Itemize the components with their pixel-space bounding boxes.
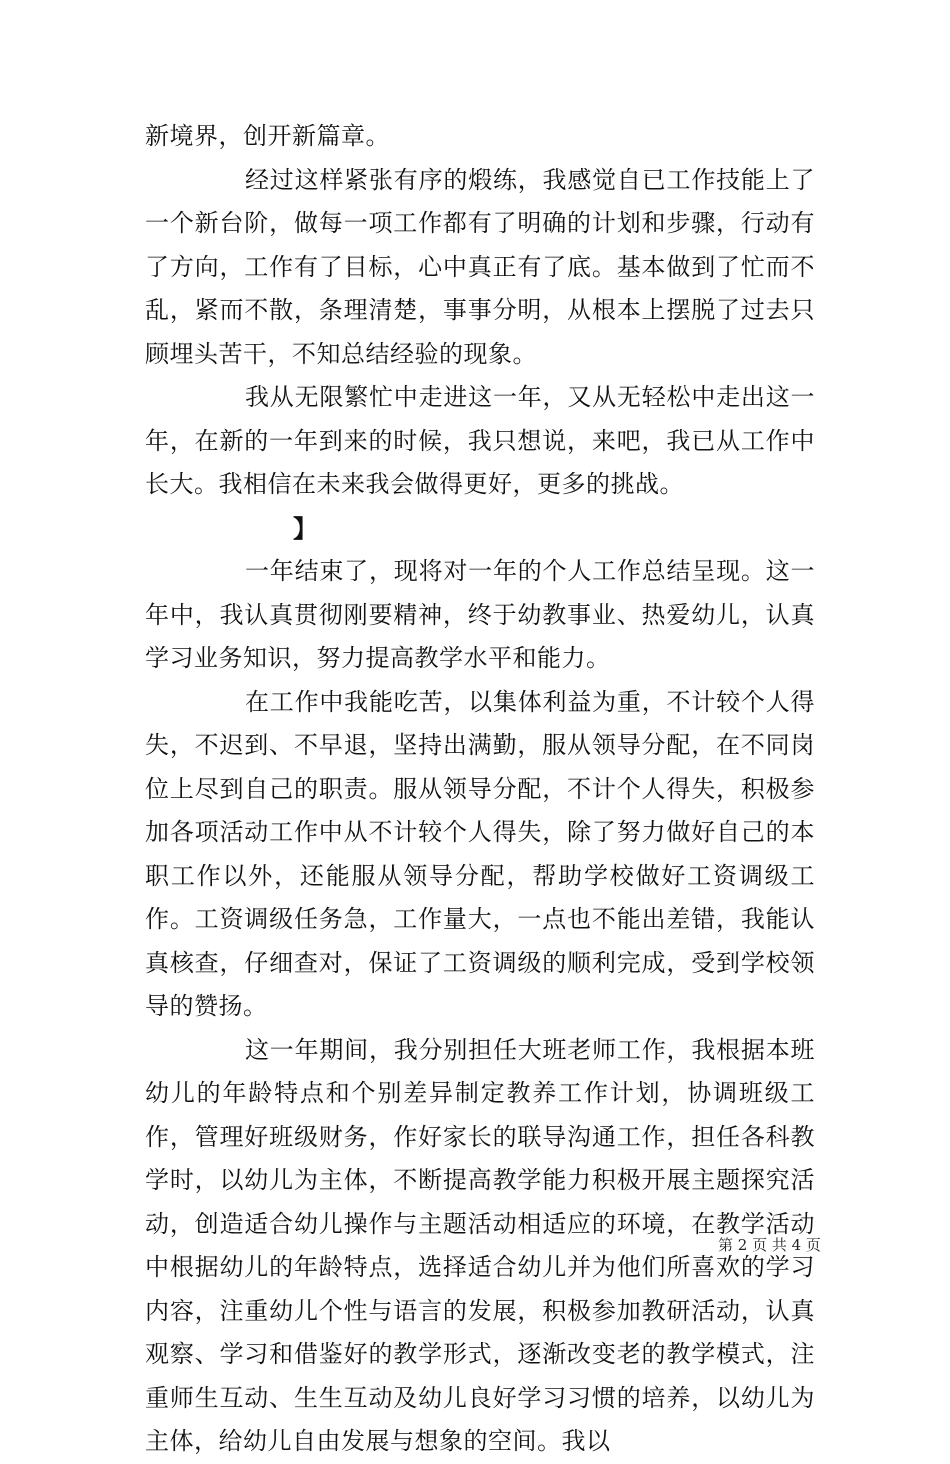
page-number-footer: 第 2 页 共 4 页	[718, 1236, 821, 1254]
paragraph: 经过这样紧张有序的煅练，我感觉自已工作技能上了一个新台阶，做每一项工作都有了明确的计划和步骤，行动有了方向，工作有了目标，心中真正有了底。基本做到了忙而不乱，紧而不散，条理清楚，事事分明，从根本上摆脱了过去只顾埋头苦干，不知总结经验的现象。	[145, 165, 815, 368]
document-body	[145, 115, 815, 1464]
paragraph: 一年结束了，现将对一年的个人工作总结呈现。这一年中，我认真贯彻刚要精神，终于幼教事业、热爱幼儿，认真学习业务知识，努力提高教学水平和能力。	[145, 557, 815, 672]
paragraph: 在工作中我能吃苦，以集体利益为重，不计较个人得失，不迟到、不早退，坚持出满勤，服从领导分配，在不同岗位上尽到自己的职责。服从领导分配，不计个人得失，积极参加各项活动工作中从不计较个人得失，除了努力做好自己的本职工作以外，还能服从领导分配，帮助学校做好工资调级工作。工资调级任务急，工作量大，一点也不能出差错，我能认真核查，仔细查对，保证了工资调级的顺利完成，受到学校领导的赞扬。	[145, 687, 815, 1020]
bracket-mark: 】	[293, 513, 318, 543]
paragraph: 我从无限繁忙中走进这一年，又从无轻松中走出这一年，在新的一年到来的时候，我只想说，来吧，我已从工作中长大。我相信在未来我会做得更好，更多的挑战。	[145, 383, 815, 498]
paragraph-continuation: 新境界，创开新篇章。	[145, 122, 390, 150]
paragraph: 这一年期间，我分别担任大班老师工作，我根据本班幼儿的年龄特点和个别差异制定教养工作计划，协调班级工作，管理好班级财务，作好家长的联导沟通工作，担任各科教学时，以幼儿为主体，不断提高教学能力积极开展主题探究活动，创造适合幼儿操作与主题活动相适应的环境，在教学活动中根据幼儿的年龄特点，选择适合幼儿并为他们所喜欢的学习内容，注重幼儿个性与语言的发展，积极参加教研活动，认真观察、学习和借鉴好的教学形式，逐渐改变老的教学模式，注重师生互动、生生互动及幼儿良好学习习惯的培养，以幼儿为主体，给幼儿自由发展与想象的空间。我以	[145, 1035, 815, 1455]
